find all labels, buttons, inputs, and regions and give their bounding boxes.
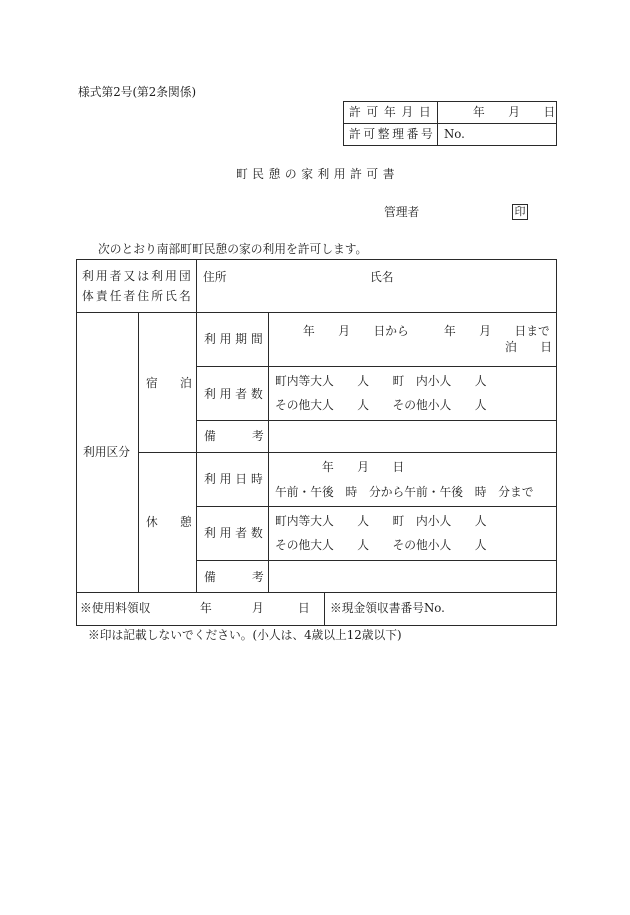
rest-label-cell bbox=[138, 452, 214, 593]
stay-remarks-label-cell bbox=[196, 420, 300, 453]
manager-label: 管理者 bbox=[384, 205, 420, 219]
applicant-value-cell bbox=[196, 259, 557, 313]
fee-received-cell bbox=[76, 592, 325, 626]
fee-received-day: 日 bbox=[298, 601, 310, 615]
rest-remarks-label-cell bbox=[196, 560, 300, 593]
rest-datetime-label: 利用日時 bbox=[204, 472, 267, 486]
permit-number-value-cell bbox=[437, 123, 557, 146]
rest-remarks-label: 備考 bbox=[204, 570, 300, 584]
stay-count-label: 利用者数 bbox=[204, 387, 267, 401]
stay-period-line2: 泊 日 bbox=[505, 340, 552, 354]
receipt-number-label: ※現金領収書番号No. bbox=[330, 601, 445, 615]
category-label-cell bbox=[76, 312, 139, 593]
applicant-label-line1: 利用者又は利用団 bbox=[82, 269, 193, 283]
address-label: 住所 bbox=[203, 270, 227, 284]
footnote: ※印は記載しないでください。(小人は、4歳以上12歳以下) bbox=[88, 628, 402, 642]
permit-number-value: No. bbox=[444, 127, 465, 141]
stay-remarks-value-cell bbox=[268, 420, 557, 453]
stay-count-line2: その他大人 人 その他小人 人 bbox=[275, 398, 487, 412]
document-title: 町民憩の家利用許可書 bbox=[236, 167, 399, 181]
permit-date-label-cell bbox=[343, 101, 438, 124]
category-label: 利用区分 bbox=[83, 445, 130, 459]
intro-text: 次のとおり南部町町民憩の家の利用を許可します。 bbox=[98, 242, 368, 256]
permit-number-label-cell bbox=[343, 123, 438, 146]
stay-count-line1: 町内等大人 人 町 内小人 人 bbox=[275, 374, 487, 388]
stay-label: 宿泊 bbox=[146, 376, 214, 390]
stay-period-value-cell bbox=[268, 312, 557, 367]
rest-count-line1: 町内等大人 人 町 内小人 人 bbox=[275, 514, 487, 528]
stay-period-label: 利用期間 bbox=[204, 332, 267, 346]
form-number: 様式第2号(第2条関係) bbox=[78, 85, 197, 99]
applicant-label-cell bbox=[76, 259, 197, 313]
rest-datetime-label-cell bbox=[196, 452, 269, 507]
permit-number-label: 許可整理番号 bbox=[349, 127, 436, 141]
fee-received-year: 年 bbox=[200, 601, 212, 615]
rest-count-label-cell bbox=[196, 506, 269, 561]
fee-received-label: ※使用料領収 bbox=[80, 601, 151, 615]
stay-label-cell bbox=[138, 312, 214, 453]
applicant-label-line2: 体責任者住所氏名 bbox=[82, 289, 193, 303]
permit-date-value: 年 月 日 bbox=[473, 105, 556, 119]
rest-datetime-line1: 年 月 日 bbox=[322, 460, 405, 474]
permit-date-label: 許可年月日 bbox=[349, 105, 437, 119]
seal-mark: 印 bbox=[512, 204, 528, 220]
stay-period-label-cell bbox=[196, 312, 269, 367]
receipt-number-cell bbox=[324, 592, 557, 626]
fee-received-month: 月 bbox=[252, 601, 264, 615]
name-label: 氏名 bbox=[370, 270, 394, 284]
permit-date-value-cell bbox=[437, 101, 557, 124]
stay-count-label-cell bbox=[196, 366, 269, 421]
rest-count-line2: その他大人 人 その他小人 人 bbox=[275, 538, 487, 552]
rest-datetime-line2: 午前・午後 時 分から午前・午後 時 分まで bbox=[275, 485, 534, 499]
rest-datetime-value-cell bbox=[268, 452, 557, 507]
rest-count-value-cell bbox=[268, 506, 557, 561]
rest-count-label: 利用者数 bbox=[204, 526, 267, 540]
stay-period-line1: 年 月 日から 年 月 日まで bbox=[303, 324, 550, 338]
stay-count-value-cell bbox=[268, 366, 557, 421]
rest-label: 休憩 bbox=[146, 515, 214, 529]
rest-remarks-value-cell bbox=[268, 560, 557, 593]
stay-remarks-label: 備考 bbox=[204, 429, 300, 443]
